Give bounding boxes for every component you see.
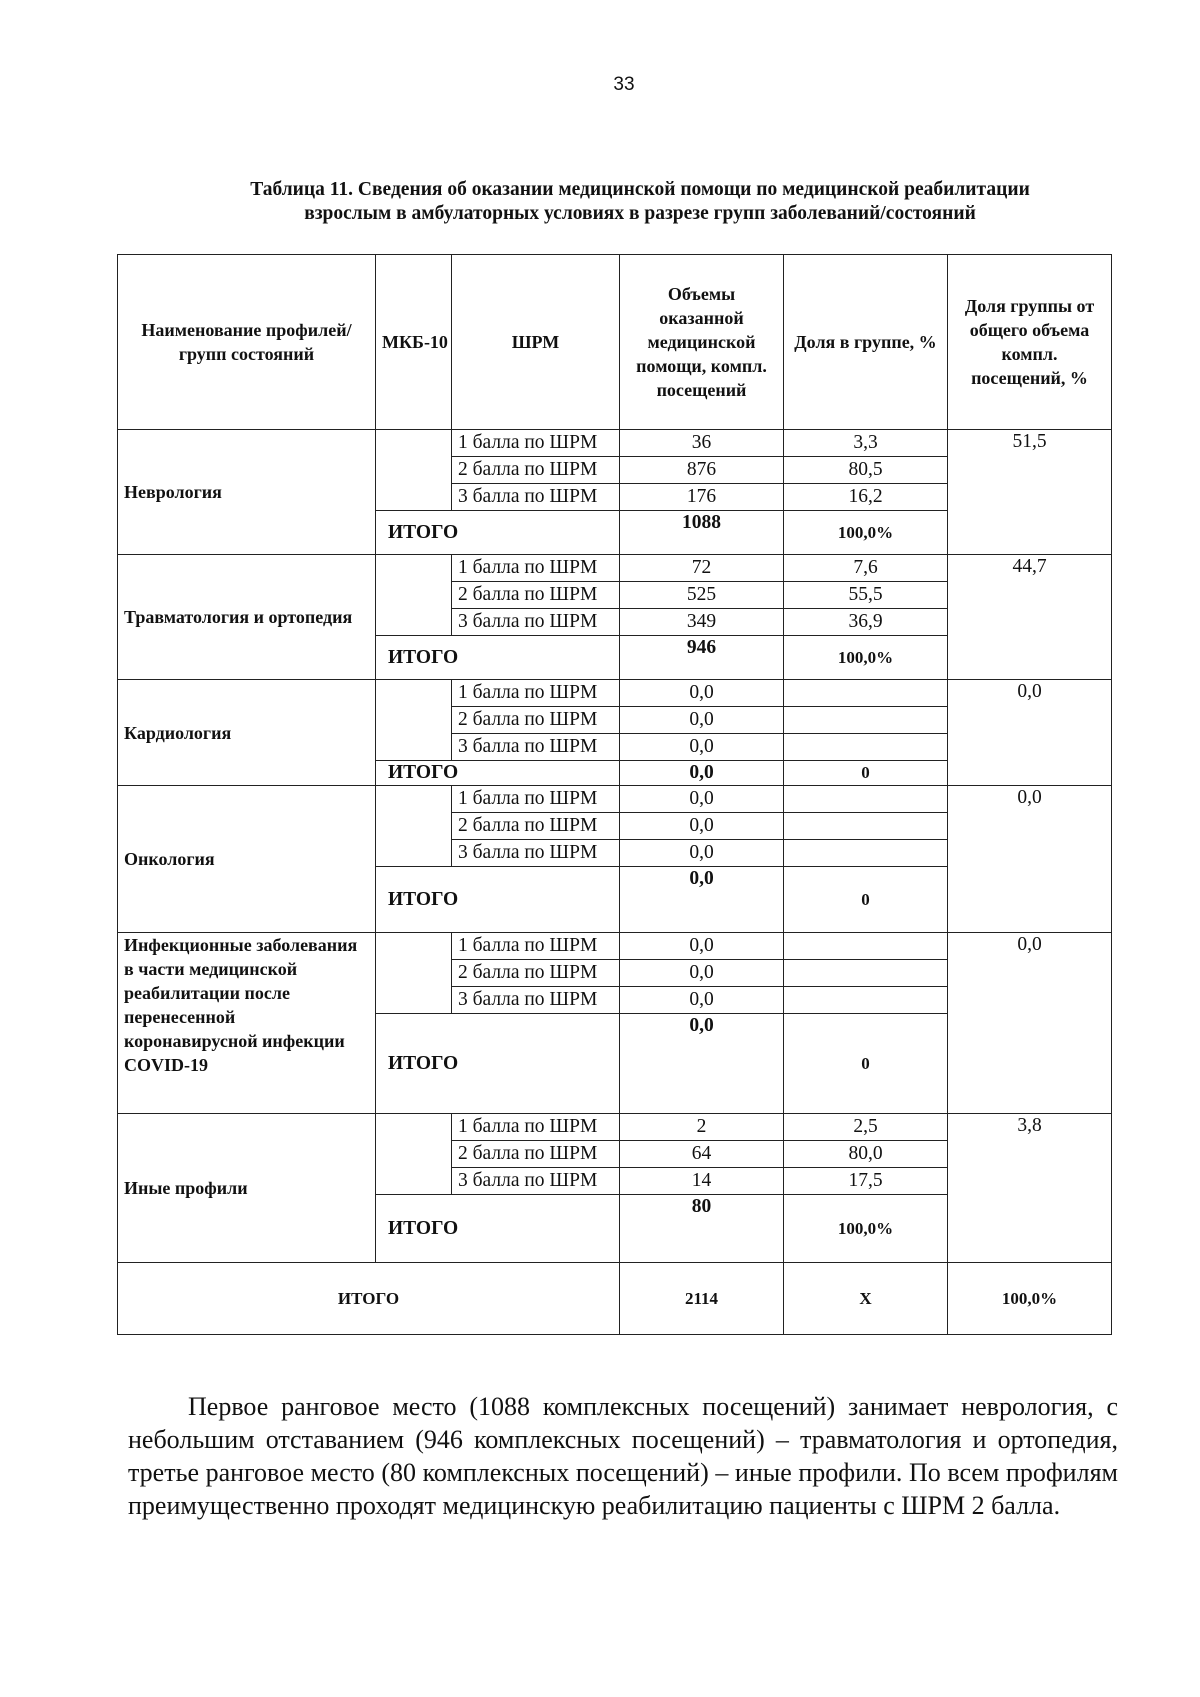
group-total-label: ИТОГО [376,511,620,555]
grand-total-volume: 2114 [620,1263,784,1335]
volume-cell: 64 [620,1141,784,1168]
volume-cell: 2 [620,1114,784,1141]
table-row [118,933,1112,960]
mkb-cell [376,786,452,867]
group-total-volume: 80 [620,1195,784,1263]
group-share-total: 3,8 [948,1114,1112,1263]
header-share-total: Доля группы от общего объема компл. посещений, % [948,255,1112,430]
shrm-cell: 1 балла по ШРМ [452,1114,620,1141]
share-cell [784,680,948,707]
table-header-row [118,255,1112,430]
page-number: 33 [613,74,635,95]
table-row [118,680,1112,707]
group-total-label: ИТОГО [376,1014,620,1114]
table-title-line-2: взрослым в амбулаторных условиях в разрезе групп заболеваний/состояний [304,203,976,224]
group-total-label: ИТОГО [376,1195,620,1263]
header-share-group: Доля в группе, % [784,255,948,430]
shrm-cell: 2 балла по ШРМ [452,1141,620,1168]
share-cell: 17,5 [784,1168,948,1195]
table-title-line-1: Таблица 11. Сведения об оказании медицинской помощи по медицинской реабилитации [250,179,1030,200]
table-row [118,555,1112,582]
share-cell: 80,5 [784,457,948,484]
share-cell: 2,5 [784,1114,948,1141]
shrm-cell: 1 балла по ШРМ [452,786,620,813]
share-cell [784,933,948,960]
share-cell: 16,2 [784,484,948,511]
group-name: Кардиология [118,680,376,786]
group-share-total: 51,5 [948,430,1112,555]
group-total-share: 100,0% [784,1195,948,1263]
volume-cell: 0,0 [620,960,784,987]
share-cell [784,987,948,1014]
volume-cell: 176 [620,484,784,511]
volume-cell: 14 [620,1168,784,1195]
volume-cell: 36 [620,430,784,457]
mkb-cell [376,680,452,761]
header-volume: Объемы оказанной медицинской помощи, компл. посещений [620,255,784,430]
summary-paragraph: Первое ранговое место (1088 комплексных посещений) занимает неврология, с небольшим отставанием (946 комплексных посещений) – травматология и ортопедия, третье ранговое место (80 комплексных посещений) – иные профили. По всем профилям преимущественно проходят медицинскую реабилитацию пациенты с ШРМ 2 балла. [128,1392,1118,1520]
group-total-share: 0 [784,1014,948,1114]
group-name: Онкология [118,786,376,933]
table-row [118,430,1112,457]
volume-cell: 0,0 [620,840,784,867]
group-total-share: 100,0% [784,636,948,680]
grand-total-label: ИТОГО [118,1263,620,1335]
volume-cell: 349 [620,609,784,636]
share-cell [784,960,948,987]
volume-cell: 0,0 [620,786,784,813]
shrm-cell: 3 балла по ШРМ [452,734,620,761]
share-cell: 80,0 [784,1141,948,1168]
group-total-label: ИТОГО [376,636,620,680]
shrm-cell: 3 балла по ШРМ [452,987,620,1014]
share-cell: 7,6 [784,555,948,582]
group-total-label: ИТОГО [376,867,620,933]
share-cell: 55,5 [784,582,948,609]
group-total-share: 100,0% [784,511,948,555]
header-name: Наименование профилей/групп состояний [118,255,376,430]
group-share-total: 0,0 [948,786,1112,933]
group-total-volume: 0,0 [620,867,784,933]
shrm-cell: 2 балла по ШРМ [452,960,620,987]
group-name: Травматология и ортопедия [118,555,376,680]
shrm-cell: 2 балла по ШРМ [452,813,620,840]
shrm-cell: 1 балла по ШРМ [452,430,620,457]
shrm-cell: 2 балла по ШРМ [452,707,620,734]
share-cell: 3,3 [784,430,948,457]
group-total-share: 0 [784,867,948,933]
rehab-table [117,254,1112,1335]
volume-cell: 0,0 [620,734,784,761]
share-cell [784,734,948,761]
group-total-volume: 1088 [620,511,784,555]
shrm-cell: 1 балла по ШРМ [452,555,620,582]
shrm-cell: 3 балла по ШРМ [452,484,620,511]
share-cell [784,707,948,734]
group-name: Неврология [118,430,376,555]
group-total-volume: 0,0 [620,761,784,786]
volume-cell: 0,0 [620,813,784,840]
grand-total-share: Х [784,1263,948,1335]
group-share-total: 0,0 [948,680,1112,786]
shrm-cell: 3 балла по ШРМ [452,840,620,867]
share-cell: 36,9 [784,609,948,636]
share-cell [784,786,948,813]
table-row [118,786,1112,813]
shrm-cell: 1 балла по ШРМ [452,933,620,960]
share-cell [784,840,948,867]
volume-cell: 0,0 [620,933,784,960]
mkb-cell [376,1114,452,1195]
shrm-cell: 2 балла по ШРМ [452,582,620,609]
volume-cell: 525 [620,582,784,609]
shrm-cell: 3 балла по ШРМ [452,609,620,636]
table-title [150,178,1130,226]
shrm-cell: 1 балла по ШРМ [452,680,620,707]
table-row [118,1114,1112,1141]
mkb-cell [376,933,452,1014]
mkb-cell [376,555,452,636]
group-total-volume: 946 [620,636,784,680]
group-total-label: ИТОГО [376,761,620,786]
volume-cell: 0,0 [620,987,784,1014]
header-mkb: МКБ-10 [376,255,452,430]
shrm-cell: 3 балла по ШРМ [452,1168,620,1195]
group-total-volume: 0,0 [620,1014,784,1114]
volume-cell: 72 [620,555,784,582]
grand-total-share-total: 100,0% [948,1263,1112,1335]
group-share-total: 0,0 [948,933,1112,1114]
group-name: Инфекционные заболевания в части медицинской реабилитации после перенесенной коронавирусной инфекции COVID-19 [118,933,376,1114]
shrm-cell: 2 балла по ШРМ [452,457,620,484]
group-total-share: 0 [784,761,948,786]
group-share-total: 44,7 [948,555,1112,680]
header-shrm: ШРМ [452,255,620,430]
volume-cell: 0,0 [620,707,784,734]
group-name: Иные профили [118,1114,376,1263]
mkb-cell [376,430,452,511]
volume-cell: 0,0 [620,680,784,707]
volume-cell: 876 [620,457,784,484]
share-cell [784,813,948,840]
grand-total-row [118,1263,1112,1335]
